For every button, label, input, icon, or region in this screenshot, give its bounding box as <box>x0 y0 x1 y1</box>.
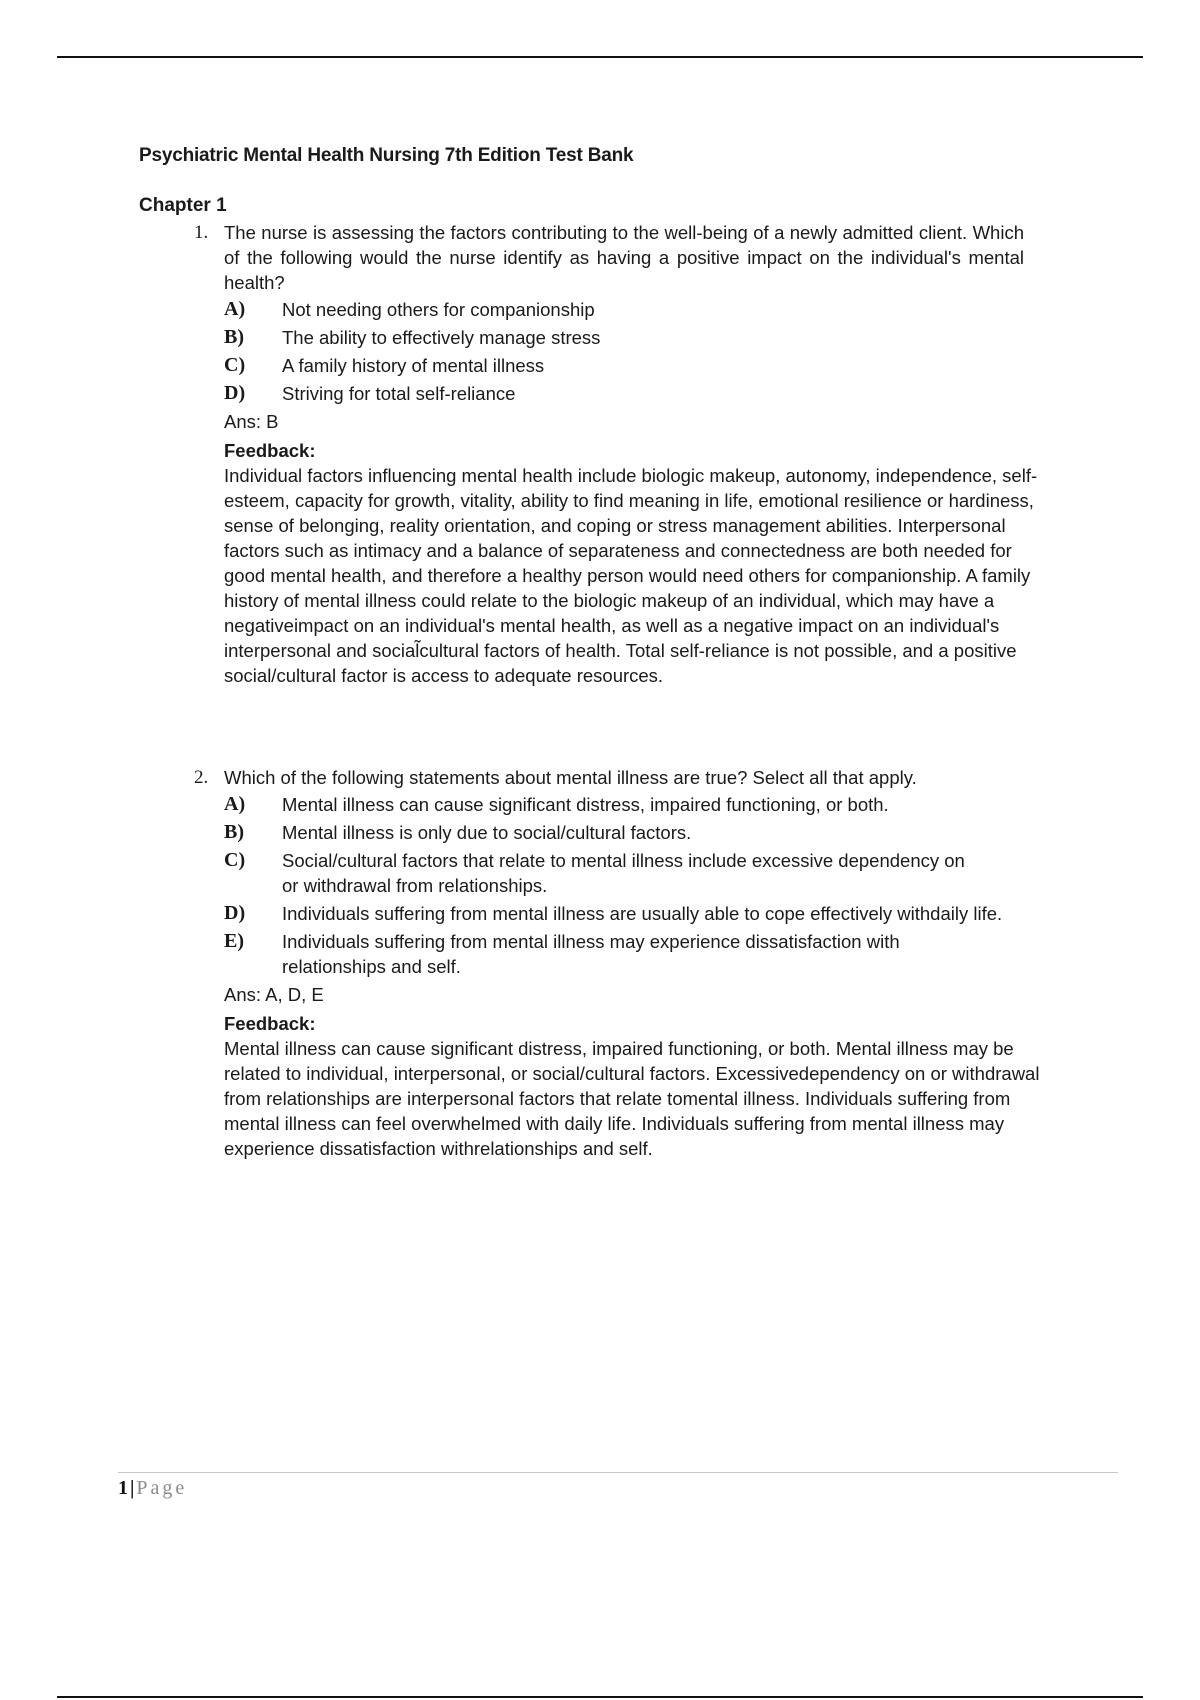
feedback-text: Mental illness can cause significant distress, impaired functioning, or both. Mental illness may be related to individual, interpersonal, or social/cultural factors. Excessivedependency on or withdrawal from relationships are interpersonal factors that relate tomental illness. Individuals suffering from mental illness can feel overwhelmed with daily life. Individuals suffering from mental illness may experience dissatisfaction withrelationships and self. <box>224 1038 1040 1159</box>
option-letter: E) <box>224 930 244 952</box>
option-text: A family history of mental illness <box>282 355 545 376</box>
feedback-heading: Feedback: <box>224 1013 316 1034</box>
option-text: Social/cultural factors that relate to mental illness include excessive dependency on or withdrawal from relationships. <box>282 850 965 896</box>
header-rule <box>57 56 1143 58</box>
option-text: Mental illness can cause significant distress, impaired functioning, or both. <box>282 794 889 815</box>
option-letter: A) <box>224 298 246 320</box>
bottom-rule <box>57 1696 1143 1698</box>
option-letter: B) <box>224 821 244 843</box>
feedback-heading: Feedback: <box>224 440 316 461</box>
option-d <box>224 901 1042 926</box>
option-letter: D) <box>224 382 246 404</box>
option-text: Not needing others for companionship <box>282 299 595 320</box>
option-c <box>224 848 972 898</box>
question-1 <box>194 220 1084 688</box>
chapter-heading: Chapter 1 <box>139 195 227 216</box>
option-text: Striving for total self-reliance <box>282 383 516 404</box>
answer-key: Ans: A, D, E <box>224 984 324 1005</box>
option-text: Mental illness is only due to social/cultural factors. <box>282 822 692 843</box>
answer-key: Ans: B <box>224 411 279 432</box>
option-b <box>224 325 1084 350</box>
option-d <box>224 381 1084 406</box>
page-separator: | <box>130 1477 135 1499</box>
question-number: 1. <box>194 222 209 243</box>
question-stem: The nurse is assessing the factors contributing to the well-being of a newly admitted client. Which of the following would the nurse identify as having a positive impact on the individual's mental health? <box>224 222 1024 293</box>
option-letter: A) <box>224 793 246 815</box>
feedback-text: Individual factors influencing mental health include biologic makeup, autonomy, independence, self-esteem, capacity for growth, vitality, ability to find meaning in life, emotional resilience or hardiness, sense of belonging, reality orientation, and coping or stress management abilities. Interpersonal factors such as intimacy and a balance of separateness and connectedness are both needed for good mental health, and therefore a healthy person would need others for companionship. A family history of mental illness could relate to the biologic makeup of an individual, which may have a negativeimpact on an individual's mental health, as well as a negative impact on an individual's interpersonal and social̃cultural factors of health. Total self-reliance is not possible, and a positive social/cultural factor is access to adequate resources. <box>224 465 1038 686</box>
answer-options <box>224 792 1024 979</box>
option-text: Individuals suffering from mental illness may experience dissatisfaction with relationships and self. <box>282 931 900 977</box>
question-number: 2. <box>194 767 209 788</box>
option-letter: D) <box>224 902 246 924</box>
option-b <box>224 820 1024 845</box>
page-number: 1 <box>118 1477 128 1499</box>
question-2 <box>194 765 1084 1161</box>
option-letter: B) <box>224 326 244 348</box>
answer-options <box>224 297 1084 406</box>
option-a <box>224 297 1084 322</box>
option-a <box>224 792 1024 817</box>
page-footer <box>118 1477 187 1500</box>
option-letter: C) <box>224 354 246 376</box>
option-c <box>224 353 1084 378</box>
option-letter: C) <box>224 849 246 871</box>
page-label: Page <box>136 1477 188 1499</box>
option-text: Individuals suffering from mental illness are usually able to cope effectively withdaily life. <box>282 903 1003 924</box>
question-stem: Which of the following statements about mental illness are true? Select all that apply. <box>224 767 917 788</box>
document-title: Psychiatric Mental Health Nursing 7th Edition Test Bank <box>139 145 634 166</box>
option-text: The ability to effectively manage stress <box>282 327 601 348</box>
option-e <box>224 929 972 979</box>
footer-rule <box>118 1472 1118 1473</box>
